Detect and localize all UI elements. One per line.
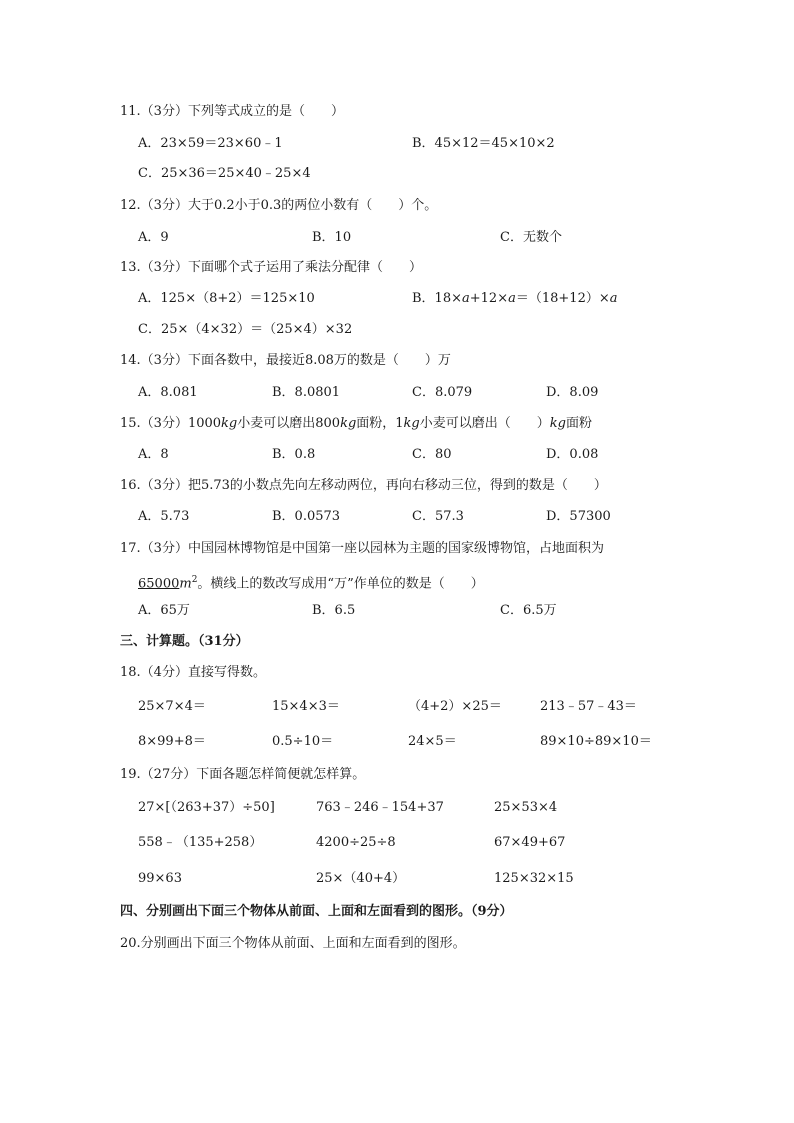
question-12-option-a: A．9 [138,230,169,245]
q19-item: 558﹣（135+258） [138,835,263,850]
question-15-stem: 15.（3分）1000kg小麦可以磨出800kg面粉，1kg小麦可以磨出（ ）kg面粉 [120,416,592,431]
question-14-option-b: B．8.0801 [272,385,341,400]
q18-item: 8×99+8＝ [138,734,206,749]
question-15-option-d: D．0.08 [546,447,599,462]
q19-item: 99×63 [138,871,182,886]
question-16-option-c: C．57.3 [412,509,464,524]
question-13-stem: 13.（3分）下面哪个式子运用了乘法分配律（ ） [120,260,422,275]
question-12-stem: 12.（3分）大于0.2小于0.3的两位小数有（ ）个。 [120,198,438,213]
question-16-option-d: D．57300 [546,509,611,524]
underlined-number: 65000 [138,576,180,592]
question-18-stem: 18.（4分）直接写得数。 [120,665,266,680]
question-14-option-d: D．8.09 [546,385,599,400]
q18-item: 213﹣57﹣43＝ [540,699,637,714]
question-17-option-c: C．6.5万 [500,603,557,618]
q18-item: 25×7×4＝ [138,699,206,714]
q19-item: 25×（40+4） [316,871,406,886]
question-16-option-b: B．0.0573 [272,509,341,524]
question-13-option-c: C．25×（4×32）＝（25×4）×32 [138,322,353,337]
q18-item: 0.5÷10＝ [272,734,334,749]
question-12-option-c: C．无数个 [500,230,562,245]
question-14-stem: 14.（3分）下面各数中，最接近8.08万的数是（ ）万 [120,353,451,368]
question-13-option-a: A．125×（8+2）＝125×10 [138,291,315,306]
question-14-option-c: C．8.079 [412,385,473,400]
q19-item: 4200÷25÷8 [316,835,396,850]
question-15-option-a: A．8 [138,447,169,462]
question-17-option-a: A．65万 [138,603,190,618]
question-20-stem: 20.分别画出下面三个物体从前面、上面和左面看到的图形。 [120,936,466,951]
q18-item: （4+2）×25＝ [408,699,502,714]
q19-item: 763﹣246﹣154+37 [316,800,444,815]
q18-item: 15×4×3＝ [272,699,340,714]
question-17-option-b: B．6.5 [312,603,356,618]
question-14-option-a: A．8.081 [138,385,198,400]
q19-item: 125×32×15 [494,871,574,886]
question-17-stem-line2: $65000m^2$。横线上的数改写成用“万”作单位的数是（ ） [138,575,484,592]
question-16-option-a: A．5.73 [138,509,190,524]
q19-item: 27×[（263+37）÷50] [138,800,275,815]
question-15-option-c: C．80 [412,447,452,462]
q19-item: 67×49+67 [494,835,566,850]
q18-item: 24×5＝ [408,734,457,749]
question-11-option-b: B．45×12＝45×10×2 [412,136,555,151]
question-13-option-b: B．18×a+12×a＝（18+12）×a [412,291,618,306]
question-19-stem: 19.（27分）下面各题怎样简便就怎样算。 [120,767,366,782]
question-11-option-a: A．23×59＝23×60﹣1 [138,136,283,151]
question-11-option-c: C．25×36＝25×40﹣25×4 [138,166,311,181]
q19-item: 25×53×4 [494,800,558,815]
question-15-option-b: B．0.8 [272,447,316,462]
question-12-option-b: B．10 [312,230,352,245]
question-16-stem: 16.（3分）把5.73的小数点先向左移动两位，再向右移动三位，得到的数是（ ） [120,478,607,493]
section-3-heading: 三、计算题。（31分） [120,634,249,649]
q18-item: 89×10÷89×10＝ [540,734,652,749]
question-17-stem-line1: 17.（3分）中国园林博物馆是中国第一座以园林为主题的国家级博物馆，占地面积为 [120,541,604,556]
question-11-stem: 11.（3分）下列等式成立的是（ ） [120,104,344,119]
section-4-heading: 四、分别画出下面三个物体从前面、上面和左面看到的图形。（9分） [120,904,513,919]
